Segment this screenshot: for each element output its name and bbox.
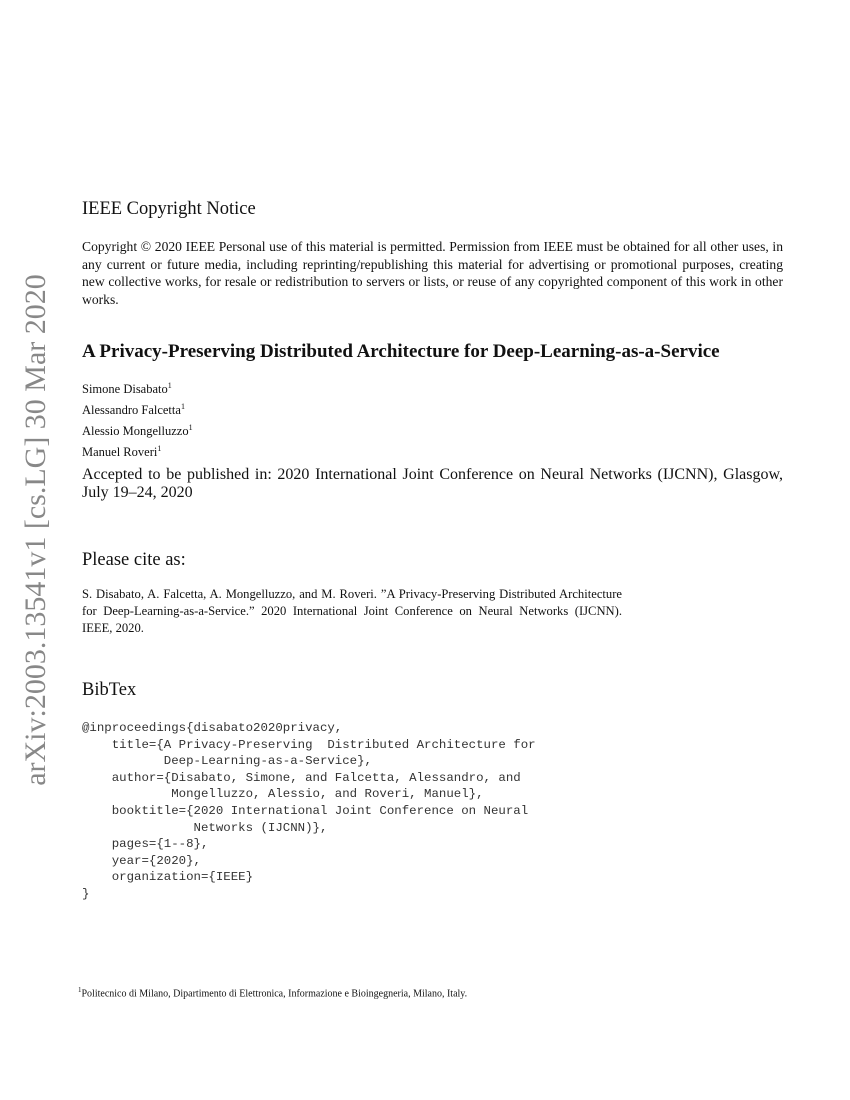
author: Alessio Mongelluzzo$^1$ — [82, 423, 193, 439]
cite-heading: Please cite as: — [82, 550, 186, 570]
copyright-text — [82, 238, 783, 308]
accepted-notice: Accepted to be published in: 2020 International Joint Conference on Neural Networks (IJCNN), Glasgow, July 19–24, 2020 — [82, 466, 783, 501]
copyright-heading: IEEE Copyright Notice — [82, 199, 256, 219]
author-list — [82, 377, 193, 462]
paper-title: A Privacy-Preserving Distributed Architecture for Deep-Learning-as-a-Service — [82, 341, 720, 362]
author: Simone Disabato$^1$ — [82, 381, 172, 397]
arxiv-stamp: arXiv:2003.13541v1 [cs.LG] 30 Mar 2020 — [19, 274, 52, 786]
author: Manuel Roveri$^1$ — [82, 444, 162, 460]
bibtex-code: @inproceedings{disabato2020privacy, title={A Privacy-Preserving Distributed Architecture for Deep-Learning-as-a-Service}, author={Disabato, Simone, and Falcetta, Alessandro, and Mongelluzzo, Alessio, and Roveri, Manuel}, booktitle={2020 International Joint Conference on Neural Networks (IJCNN)}, pages={1--8}, year={2020}, organization={IEEE} } — [82, 721, 536, 901]
footnote: $^1$Politecnico di Milano, Dipartimento di Elettronica, Informazione e Bioingegneria, Milano, Italy. — [78, 986, 468, 1000]
copyright-text-body: Copyright © 2020 IEEE Personal use of this material is permitted. Permission from IEEE must be obtained for all other uses, in any current or future media, including reprinting/republishing this material for advertising or promotional purposes, creating new collective works, for resale or redistribution to servers or lists, or reuse of any copyrighted component of this work in other works. — [82, 239, 783, 307]
citation-text: S. Disabato, A. Falcetta, A. Mongelluzzo, and M. Roveri. ”A Privacy-Preserving Distributed Architecture for Deep-Learning-as-a-Service.” 2020 International Joint Conference on Neural Networks (IJCNN). IEEE, 2020. — [82, 587, 622, 635]
author: Alessandro Falcetta$^1$ — [82, 402, 185, 418]
bibtex-heading: BibTex — [82, 680, 137, 700]
